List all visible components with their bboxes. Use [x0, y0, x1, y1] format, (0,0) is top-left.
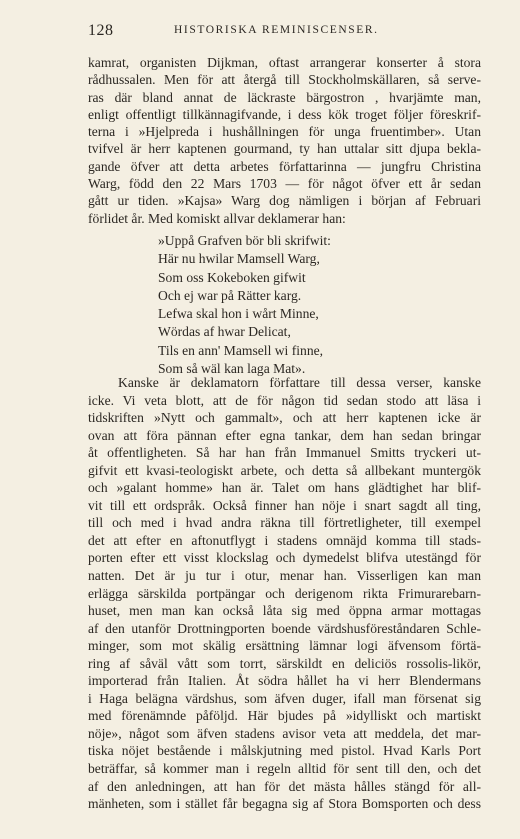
- text-line: gande öfver att detta arbetes författarinna — jungfru Christina: [88, 158, 481, 174]
- text-line: terna i »Hjelpreda i hushållningen för unga fruentimber». Utan: [88, 124, 481, 140]
- text-line: kamrat, organisten Dijkman, oftast arrangerar konserter å stora: [88, 55, 481, 70]
- text-line: det att efter en aftonutflygt i stadens omnäjd komma till stads-: [88, 532, 481, 548]
- text-line: importerad från Italien. Åt södra hållet ha vi herr Blendermans: [88, 673, 481, 689]
- verse-line: Här nu hwilar Mamsell Warg,: [158, 251, 320, 267]
- verse-line: Och ej war på Rätter karg.: [158, 287, 302, 303]
- text-line: erlägga särskilda portpängar och derigenom rikta Frimurarebarn-: [88, 585, 481, 601]
- verse-line: Wördas af hwar Delicat,: [158, 324, 291, 340]
- text-line: natten. Det är ju tur i otur, menar han. Visserligen kan man: [88, 568, 481, 584]
- text-line: gått ur tiden. »Kajsa» Warg dog nämligen i början af Februari: [88, 193, 481, 209]
- verse-line: Som oss Kokeboken gifwit: [158, 269, 306, 285]
- text-line: ring af såväl vått som torrt, särskildt en deliciös rossolis-likör,: [88, 655, 481, 671]
- page-header: [88, 22, 480, 42]
- text-line: af den anledningen, att han för det mästa hålles stängd för all-: [88, 778, 481, 794]
- text-line: och »galant homme» han är. Talet om hans glädtighet har blif-: [88, 480, 481, 496]
- text-line: åt offentligheten. Så har han från Immanuel Smitts tryckeri ut-: [88, 445, 481, 461]
- text-line: tiska nöjet bestående i målskjutning med pistol. Hvad Karls Port: [88, 743, 481, 759]
- text-line: med förenämnde påföljd. Här bjudes på »idylliskt och martiskt: [88, 708, 481, 724]
- text-line: Warg, född den 22 Mars 1703 — för något öfver ett år sedan: [88, 176, 481, 192]
- text-line: enligt offentligt tillkännagifvande, i dess kök troget följer föreskrif-: [88, 106, 481, 122]
- text-line: nöje», något som äfven stadens avisor veta att meddela, det mar-: [88, 725, 481, 741]
- paragraph-1: [88, 54, 481, 227]
- verse-line: »Uppå Grafven bör bli skrifwit:: [158, 233, 331, 248]
- text-line: huset, men man kan också låta sig med öppna armar mottagas: [88, 603, 481, 619]
- text-line: tvifvel är herr kaptenen gourmand, ty han uttalar sitt djupa bekla-: [88, 141, 481, 157]
- text-line: minger, som mot skälig ersättning lämnar logi äfvensom förtä-: [88, 638, 481, 654]
- verse-line: Tils en ann' Mamsell wi finne,: [158, 342, 324, 358]
- text-line: förlidet år. Med komiskt allvar deklamerar han:: [88, 210, 346, 226]
- text-line: Kanske är deklamatorn författare till dessa verser, kanske: [118, 375, 481, 390]
- text-line: rådhussalen. Men för att återgå till Stockholmskällaren, så serve-: [88, 72, 481, 88]
- text-line: gifvit ett kvasi-teologiskt arbete, och detta så allbekant muntergök: [88, 462, 481, 478]
- text-line: porten efter ett visst klockslag och dymedelst blifva utestängd för: [88, 550, 481, 566]
- verse-line: Som så wäl kan laga Mat».: [158, 361, 306, 377]
- text-line: ovan att föra pännan efter egna tankar, dem han sedan bringar: [88, 427, 481, 443]
- page-number: 128: [88, 22, 114, 39]
- paragraph-2: [88, 374, 481, 813]
- text-line: ras där bland annat de läckraste bärgostron , hvarjämte man,: [88, 89, 481, 105]
- text-line: beträffar, så kommer man i regeln alltid för sent till den, och det: [88, 761, 481, 777]
- running-title: HISTORISKA REMINISCENSER.: [174, 24, 379, 36]
- text-line: tidskriften »Nytt och gammalt», och att herr kaptenen icke är: [88, 410, 481, 426]
- text-line: i Haga belägna värdshus, som äfven duger, ifall man försenat sig: [88, 690, 481, 706]
- text-line: icke. Vi veta blott, att de för någon tid sedan stodo att läsa i: [88, 392, 481, 408]
- text-line: mänheten, som i stället får begagna sig af Stora Bomsporten och dess: [88, 796, 481, 812]
- text-line: vit till ett ordspråk. Också finner han nöje i snart sagdt all ting,: [88, 497, 481, 513]
- text-line: till och med i hvad andra räkna till förtretligheter, till exempel: [88, 515, 481, 531]
- verse-block: [158, 232, 418, 378]
- verse-line: Lefwa skal hon i wårt Minne,: [158, 306, 319, 322]
- text-line: af den utanför Drottningporten boende värdshusföreståndaren Schle-: [88, 620, 481, 636]
